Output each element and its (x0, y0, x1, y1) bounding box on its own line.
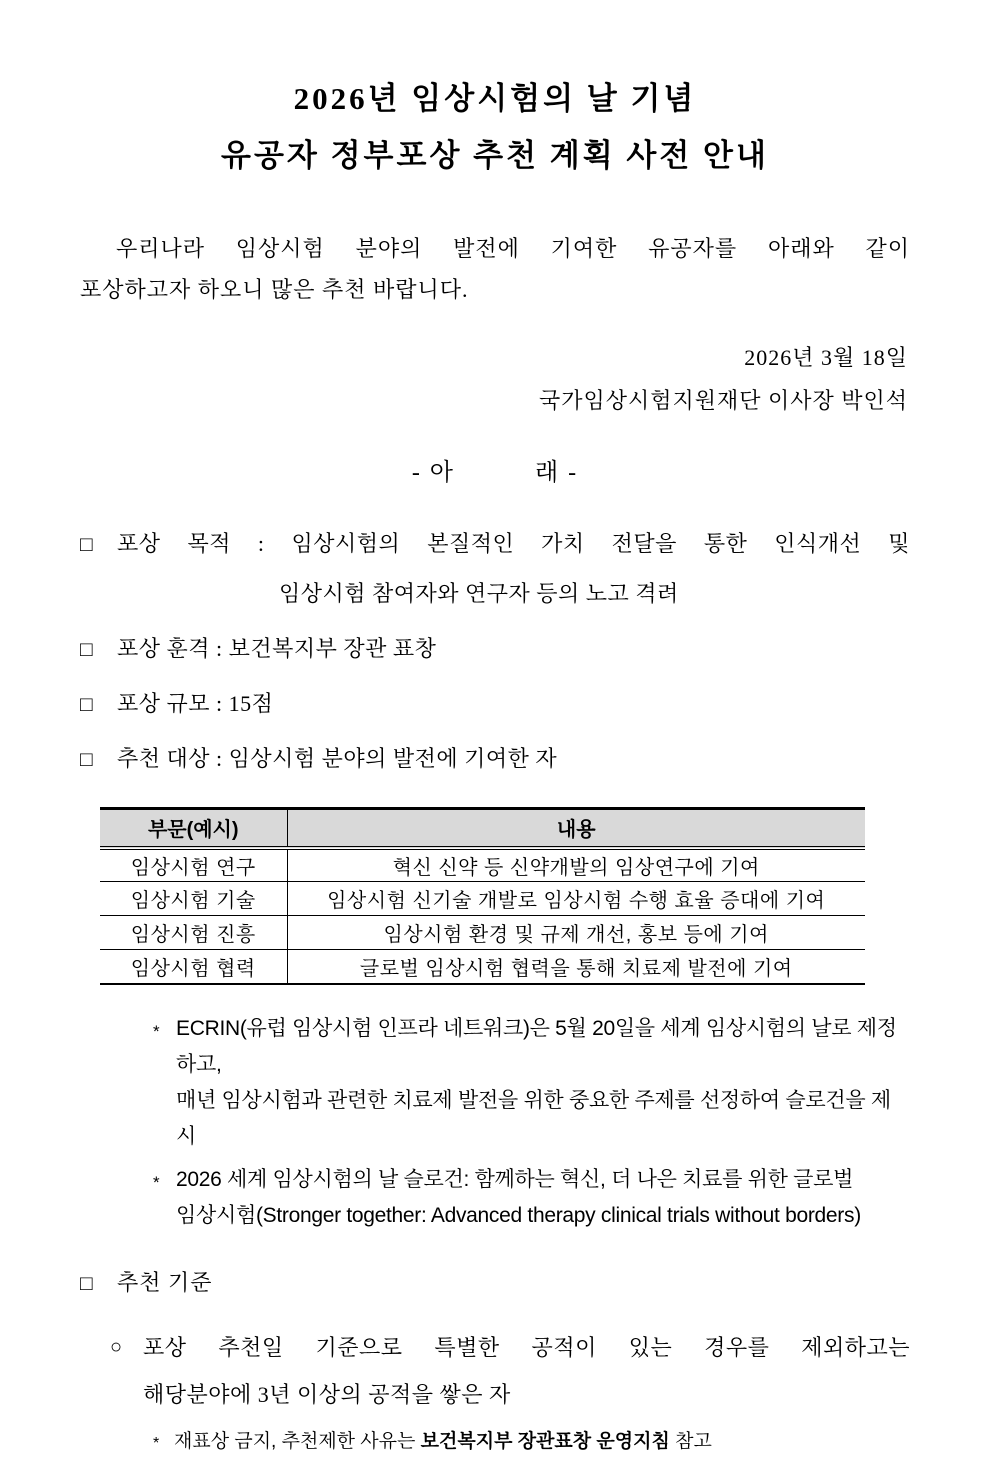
document-title-line2: 유공자 정부포상 추천 계획 사전 안내 (221, 138, 769, 173)
checkbox-square-icon: □ (80, 747, 94, 771)
footnote-ecrin-line2: 매년 임상시험과 관련한 치료제 발전을 위한 중요한 주제를 선정하여 슬로건을 제시 (176, 1088, 891, 1148)
footnote-list (153, 1011, 910, 1234)
award-category-table (100, 807, 865, 985)
criteria-heading-label: 추천 기준 (117, 1269, 213, 1295)
table-row (100, 950, 865, 984)
table-cell-content: 글로벌 임상시험 협력을 통해 치료제 발전에 기여 (359, 957, 793, 980)
intro-line1: 우리나라 임상시험 분야의 발전에 기여한 유공자를 아래와 같이 (116, 236, 910, 261)
table-cell-category: 임상시험 협력 (100, 950, 287, 984)
criteria-heading (80, 1266, 910, 1300)
bullet-award-grade-line1: 포상 훈격 : 보건복지부 장관 표창 (117, 636, 437, 661)
document-title (80, 70, 910, 184)
criteria-item-line2: 해당분야에 3년 이상의 공적을 쌓은 자 (143, 1381, 511, 1407)
criteria-footnote (153, 1426, 910, 1460)
intro-paragraph (80, 228, 910, 310)
checkbox-square-icon: □ (80, 692, 94, 716)
table-cell-category: 임상시험 연구 (100, 848, 287, 882)
footnote-ecrin-line1: ECRIN(유럽 임상시험 인프라 네트워크)은 5월 20일을 세계 임상시험의 날로 제정하고, (176, 1016, 897, 1076)
footnote-slogan-line1: 2026 세계 임상시험의 날 슬로건: 함께하는 혁신, 더 나은 치료를 위한 글로벌 (176, 1167, 854, 1191)
signer-line: 국가임상시험지원재단 이사장 박인석 (538, 388, 908, 413)
footnote-slogan (153, 1162, 910, 1234)
bullet-award-purpose (80, 519, 910, 619)
table-cell-content: 임상시험 환경 및 규제 개선, 홍보 등에 기여 (287, 916, 865, 950)
table-cell-category: 임상시험 진흥 (100, 916, 287, 950)
table-header-category: 부문(예시) (100, 809, 287, 848)
footnote-slogan-line2: 임상시험(Stronger together: Advanced therapy clinical trials without borders) (176, 1203, 861, 1227)
asterisk-icon: * (153, 1021, 160, 1041)
checkbox-square-icon: □ (80, 637, 94, 661)
table-row (100, 882, 865, 916)
bullet-award-scale (80, 679, 910, 729)
criteria-footnote-suffix: 참고 (669, 1430, 712, 1452)
criteria-item (110, 1324, 910, 1418)
asterisk-icon: * (153, 1434, 160, 1452)
below-divider: - 아 래 - (411, 460, 579, 486)
bullet-list (80, 519, 910, 784)
table-cell-content: 혁신 신약 등 신약개발의 임상연구에 기여 (287, 848, 865, 882)
footnote-ecrin (153, 1011, 910, 1155)
checkbox-square-icon: □ (80, 532, 94, 556)
bullet-award-purpose-line1: 포상 목적 : 임상시험의 본질적인 가치 전달을 통한 인식개선 및 (117, 531, 910, 556)
asterisk-icon: * (153, 1172, 160, 1192)
table-cell-content: 임상시험 신기술 개발로 임상시험 수행 효율 증대에 기여 (287, 882, 865, 916)
criteria-item-line1: 포상 추천일 기준으로 특별한 공적이 있는 경우를 제외하고는 (143, 1334, 910, 1360)
bullet-recommend-target-line1: 추천 대상 : 임상시험 분야의 발전에 기여한 자 (117, 746, 558, 771)
bullet-award-scale-line1: 포상 규모 : 15점 (117, 691, 274, 716)
signature-block (80, 336, 910, 422)
table-cell-category: 임상시험 기술 (100, 882, 287, 916)
criteria-section (80, 1266, 910, 1460)
table-row (100, 916, 865, 950)
checkbox-square-icon: □ (80, 1270, 94, 1295)
table-header-row (100, 809, 865, 848)
bullet-recommend-target (80, 734, 910, 784)
bullet-award-purpose-line2: 임상시험 참여자와 연구자 등의 노고 격려 (279, 581, 679, 606)
criteria-footnote-prefix: 재표상 금지, 추천제한 사유는 (174, 1430, 421, 1452)
criteria-footnote-bold: 보건복지부 장관표창 운영지침 (420, 1430, 670, 1452)
intro-line2: 포상하고자 하오니 많은 추천 바랍니다. (80, 277, 469, 302)
document-title-line1: 2026년 임상시험의 날 기념 (293, 81, 697, 116)
bullet-award-grade (80, 624, 910, 674)
table-row (100, 848, 865, 882)
circle-bullet-icon: ○ (110, 1335, 123, 1358)
date-line: 2026년 3월 18일 (744, 345, 908, 370)
table-header-content: 내용 (287, 809, 865, 848)
